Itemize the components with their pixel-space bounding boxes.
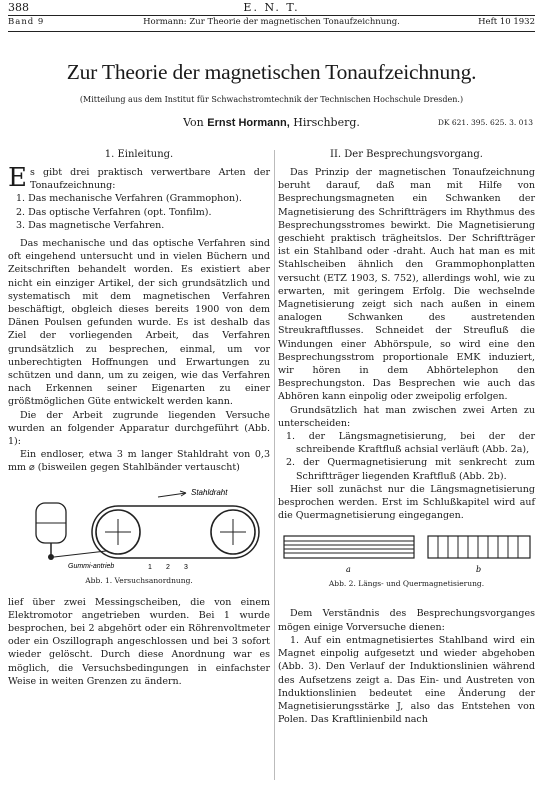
journal-name: E. N. T.: [243, 1, 300, 14]
label-b: b: [476, 565, 482, 575]
band-b: [428, 536, 530, 558]
paragraph: lief über zwei Messingscheiben, die von einem Elektromotor angetrieben wurden. Bei 1 wurde besprochen, bei 2 abgehört oder ein Röhrenvoltmeter oder ein Oszillograph angeschlossen und bei 3 sofort wieder gelöscht. Durch diese Anordnung war es möglich, die Versuchsbedingungen in einfachster Weise in weiten Grenzen zu ändern.: [8, 596, 270, 687]
section-heading-besprechung: II. Der Besprechungsvorgang.: [330, 149, 483, 160]
list-item: 1. Das mechanische Verfahren (Grammophon).: [16, 193, 242, 205]
volume-label: Band 9: [8, 17, 45, 27]
paragraph: Das Prinzip der magnetischen Tonaufzeichnung beruht darauf, daß man mit Hilfe von Besprechungsmagneten ein Schwanken der Magnetisierung des Schriftträgers im Rhythmus des Besprechungsstromes bewirkt. Die Magnetisierung geschieht praktisch trägheitslos. Der Schriftträger ist ein Stahlband oder -draht. Auch hat man es mit Stahlscheiben ähnlich den Grammophonplatten versucht (ETZ 1903, S. 752), allerdings wohl, wie zu erwarten, mit geringem Erfolg. Die wechselnde Magnetisierung zeigt sich nach außen in einem analogen Schwanken des austretenden Streukraftflusses. Schneidet der Streufluß die Windungen einer Abhörspule, so wird eine den Besprechungsstrom proportionale EMK induziert, wir hören in dem Abhörtelephon den Besprechungston. Das Besprechen wie auch das Abhören kann einpolig oder zweipolig erfolgen.: [278, 167, 535, 403]
page-header: [8, 1, 535, 14]
list-item: 1. der Längsmagnetisierung, bei der der schreibende Kraftfluß achsial verläuft (Abb. 2a),: [286, 431, 535, 456]
band-a: [284, 536, 414, 558]
paragraph: Die der Arbeit zugrunde liegenden Versuche wurden an folgender Apparatur durchgeführt (Abb. 1):: [8, 409, 270, 448]
dk-classification: DK 621. 395. 625. 3. 013: [437, 118, 533, 127]
position-2: 2: [166, 563, 170, 571]
issue-label: Heft 10 1932: [478, 17, 535, 27]
list-item: 3. Das magnetische Verfahren.: [16, 219, 165, 231]
intro-text: s gibt drei praktisch verwertbare Arten der Tonaufzeichnung:: [29, 167, 270, 192]
paragraph: Grundsätzlich hat man zwischen zwei Arten zu unterscheiden:: [278, 404, 535, 429]
section-heading-einleitung: 1. Einleitung.: [104, 149, 174, 160]
list-item: 2. der Quermagnetisierung mit senkrecht zum Schriftträger liegenden Kraftfluß (Abb. 2b).: [286, 457, 535, 482]
label-gummi: Gummi-antrieb: [68, 562, 115, 570]
author-place: Hirschberg.: [293, 116, 360, 129]
paragraph: Hier soll zunächst nur die Längsmagnetisierung besprochen werden. Erst im Schlußkapitel wird auf die Quermagnetisierung eingegangen.: [278, 483, 535, 522]
list-item: 2. Das optische Verfahren (opt. Tonfilm).: [16, 206, 212, 218]
page-number: 388: [8, 1, 29, 14]
drive-wheel: [48, 554, 54, 560]
running-header: [8, 17, 535, 30]
right-column: [278, 148, 535, 726]
running-title: Hormann: Zur Theorie der magnetischen Tonaufzeichnung.: [143, 17, 400, 27]
position-1: 1: [148, 563, 152, 571]
author-name: Ernst Hormann,: [207, 117, 290, 129]
intro-paragraph: [8, 163, 270, 193]
author-prefix: Von: [183, 116, 204, 129]
drop-cap: E: [8, 163, 27, 193]
header-rule-top: [8, 15, 535, 16]
header-rule-bottom: [8, 31, 535, 32]
figure-2-caption: Abb. 2. Längs- und Quermagnetisierung.: [328, 579, 485, 589]
band-b-lines: [438, 536, 518, 558]
paragraph: Das mechanische und das optische Verfahren sind oft eingehend untersucht und in vielen Büchern und Zeitschriften behandelt worden. Es existiert aber nicht ein einziger Artikel, der sich grundsätzlich und systematisch mit dem magnetischen Verfahren beschäftigt, obgleich dieses bereits 1900 von dem Dänen Poulsen gefunden wurde. Es ist deshalb das Ziel der vorliegenden Arbeit, das Verfahren grundsätzlich zu besprechen, einmal, um vor unberechtigten Hoffnungen und Erwartungen zu schützen und dann, um zu zeigen, wie das Verfahren nach Erkennen seiner Eigenarten zu einer größtmöglichen Güte entwickelt werden kann.: [8, 238, 270, 408]
figure-1-apparatus: [8, 475, 270, 573]
figure-2-magnetization: [278, 532, 535, 578]
label-a: a: [346, 565, 351, 575]
position-3: 3: [184, 563, 188, 571]
article-subtitle: (Mitteilung aus dem Institut für Schwachstromtechnik der Technischen Hochschule Dresden.): [79, 95, 464, 104]
article-title: Zur Theorie der magnetischen Tonaufzeichnung.: [66, 60, 477, 84]
rubber-belt: [54, 551, 106, 557]
label-stahldraht: Stahldraht: [191, 487, 228, 497]
left-column: [8, 148, 270, 688]
paragraph: Dem Verständnis des Besprechungsvorganges mögen einige Vorversuche dienen:: [278, 608, 535, 633]
figure-1-caption: Abb. 1. Versuchsanordnung.: [85, 575, 193, 585]
paragraph: Ein endloser, etwa 3 m langer Stahldraht von 0,3 mm ⌀ (bisweilen gegen Stahlbänder vertauscht): [8, 449, 270, 474]
column-divider: [274, 150, 275, 780]
paragraph: 1. Auf ein entmagnetisiertes Stahlband wird ein Magnet einpolig aufgesetzt und wieder abgehoben (Abb. 3). Den Verlauf der Induktionslinien während des Aufsetzens zeigt a. Das Ein- und Austreten von Induktionslinien bedeutet eine Änderung der Magnetisierungsstärke J, also das Entstehen von Polen. Das Kraftlinienbild nach: [278, 634, 535, 726]
